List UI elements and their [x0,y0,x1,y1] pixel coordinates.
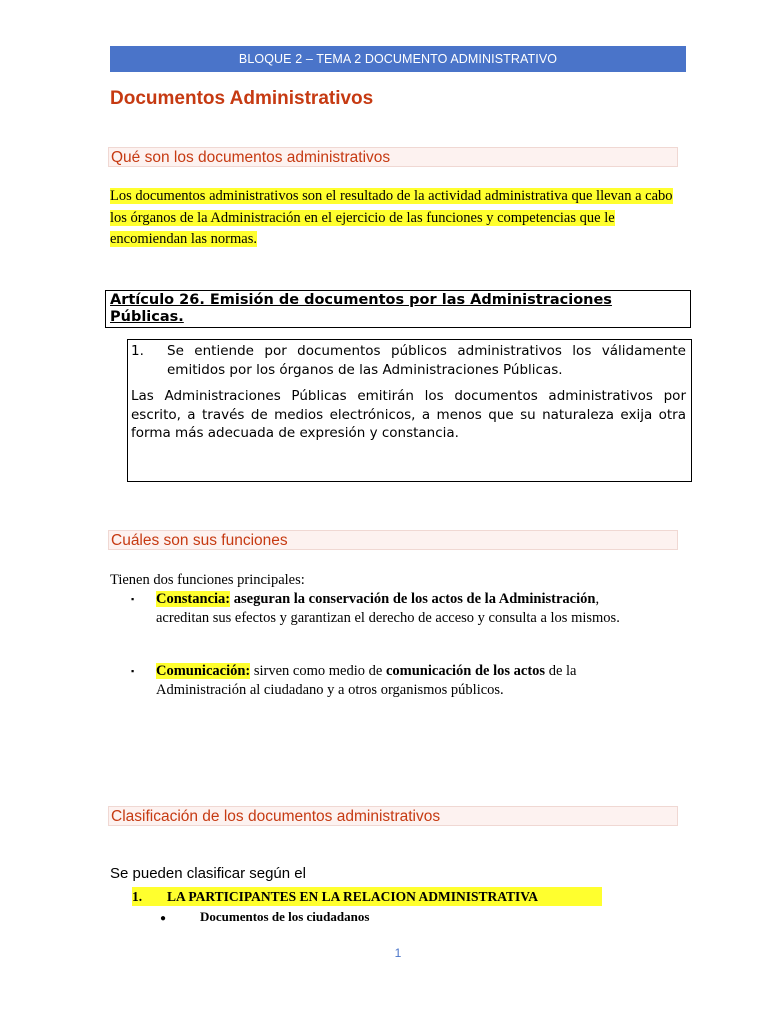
classification-intro: Se pueden clasificar según el [110,865,306,882]
section-heading-clasificacion: Clasificación de los documentos administrativos [108,806,678,826]
page-title: Documentos Administrativos [110,88,374,109]
law-item-text: Se entiende por documentos públicos administrativos los válidamente emitidos por los órganos de las Administraciones Públicas. [167,343,686,378]
law-text-box [127,339,692,482]
article-title-box: Artículo 26. Emisión de documentos por las Administraciones Públicas. [105,290,691,328]
classification-item-1 [132,887,602,906]
function-bullet-comunicacion [131,662,651,699]
functions-intro: Tienen dos funciones principales: [110,572,305,588]
page-header: BLOQUE 2 – TEMA 2 DOCUMENTO ADMINISTRATIVO [110,46,686,72]
bullet-rest-text: de la Administración al ciudadano y a otros organismos públicos. [156,663,577,698]
section-heading-que-son: Qué son los documentos administrativos [108,147,678,167]
law-paragraph: Las Administraciones Públicas emitirán los documentos administrativos por escrito, a través de medios electrónicos, a menos que su naturaleza exija otra forma más adecuada de expresión y constancia. [131,388,686,441]
round-bullet-icon: ● [160,913,167,924]
law-item-number: 1. [131,343,144,359]
square-bullet-icon: ▪ [131,666,135,676]
item-text: LA PARTICIPANTES EN LA RELACION ADMINISTRATIVA [167,889,538,904]
subitem-text: Documentos de los ciudadanos [200,909,370,924]
page-number: 1 [394,946,402,960]
square-bullet-icon: ▪ [131,594,135,604]
classification-subitem [160,909,369,925]
intro-paragraph [110,186,686,251]
function-bullet-constancia [131,590,651,627]
bullet-pre-text: sirven como medio de [250,663,386,679]
section-heading-funciones: Cuáles son sus funciones [108,530,678,550]
highlighted-definition: Los documentos administrativos son el resultado de la actividad administrativa que llevan a cabo los órganos de la Administración en el ejercicio de las funciones y competencias que le encomiendan las normas. [110,188,673,247]
bullet-label: Constancia: [156,591,231,607]
bullet-bold-text: aseguran la conservación de los actos de la Administración [233,591,596,607]
bullet-bold-text: comunicación de los actos [385,663,546,679]
bullet-rest-text: , acreditan sus efectos y garantizan el derecho de acceso y consulta a los mismos. [156,591,620,626]
law-item-1 [131,342,686,379]
item-number: 1. [132,889,143,904]
bullet-label: Comunicación: [156,663,251,679]
